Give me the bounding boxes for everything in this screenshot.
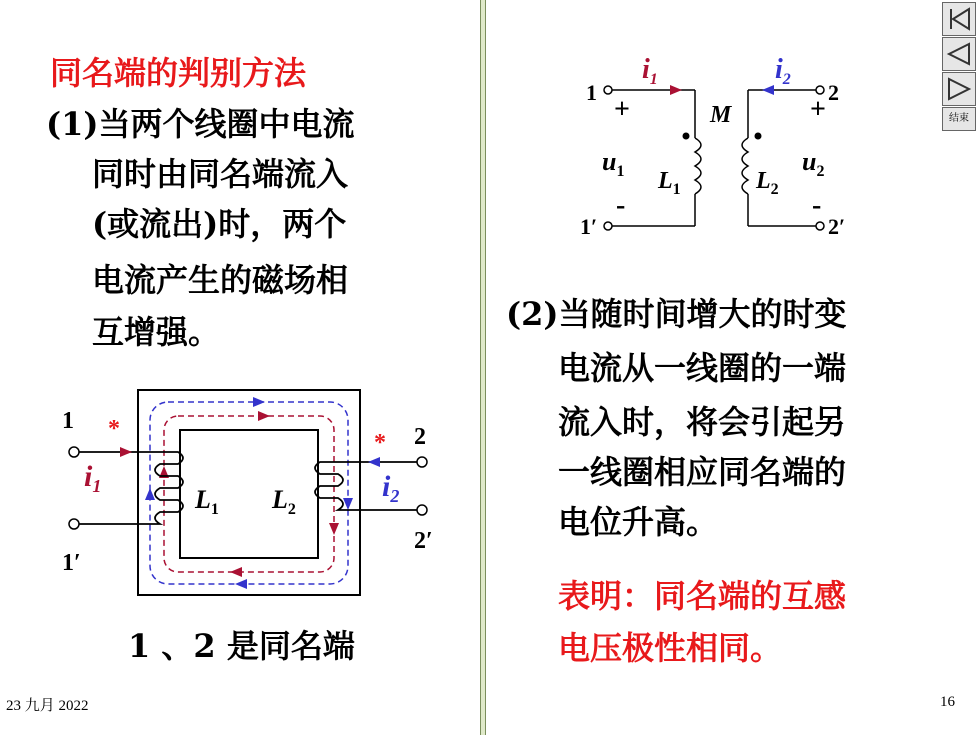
coil-L2 — [742, 138, 748, 194]
circuit-u1-label: $u_1$ — [602, 147, 625, 180]
terminal-2 — [417, 457, 427, 467]
plus-sign-1: + — [614, 94, 630, 125]
coil-L2 — [315, 462, 422, 510]
dot-mark-L2 — [755, 133, 762, 140]
terminal-1-prime — [69, 519, 79, 529]
footer-date: 23 九月 2022 — [6, 698, 89, 714]
circuit-L2-label: $L_2$ — [756, 168, 779, 198]
next-slide-button[interactable] — [942, 72, 976, 106]
terminal-2 — [816, 86, 824, 94]
flux-loop-red — [164, 416, 334, 572]
rule-1-line-5: 互增强。 — [92, 313, 221, 351]
rule-1-line-3: (或流出)时，两个 — [92, 205, 347, 243]
plus-sign-2: + — [810, 94, 826, 125]
flux-arrow-blue-right — [343, 498, 353, 510]
core-label-1: 1 — [62, 408, 74, 434]
diagram-caption: 1 、2 是同名端 — [128, 627, 355, 665]
flux-arrow-red-right — [329, 523, 339, 535]
star-mark-2: * — [374, 430, 386, 456]
core-i2-label: $i_2$ — [382, 470, 400, 506]
core-i1-label: $i_1$ — [84, 460, 102, 496]
flux-arrow-blue-bottom — [235, 579, 247, 589]
first-slide-button[interactable] — [942, 2, 976, 36]
core-L1-label: $L_1$ — [195, 485, 219, 518]
rule-2-line-4: 一线圈相应同名端的 — [558, 453, 847, 491]
circuit-terminal-1: 1 — [586, 80, 597, 105]
rule-2-line-1: (2)当随时间增大的时变 — [506, 295, 847, 333]
terminal-2-prime — [816, 222, 824, 230]
rule-2-line-2: 电流从一线圈的一端 — [558, 349, 847, 387]
conclusion-line-1: 表明：同名端的互感 — [558, 577, 847, 615]
circuit-i2-label: $i_2$ — [775, 54, 791, 88]
core-label-2-prime: 2′ — [414, 528, 433, 554]
dot-mark-L1 — [683, 133, 690, 140]
current-arrow-i1 — [670, 85, 682, 95]
minus-sign-2: - — [812, 190, 822, 221]
mutual-M-label: M — [710, 102, 732, 128]
current-arrow-i2 — [762, 85, 774, 95]
circuit-u2-label: $u_2$ — [802, 147, 825, 180]
core-L2-label: $L_2$ — [272, 485, 296, 518]
terminal-2-prime — [417, 505, 427, 515]
core-outer — [138, 390, 360, 595]
coil-L1 — [695, 138, 701, 194]
transformer-core-diagram — [60, 380, 450, 610]
slide-navigation — [942, 2, 976, 131]
circuit-terminal-2: 2 — [828, 80, 839, 105]
circuit-terminal-1-prime: 1′ — [580, 214, 598, 239]
flux-arrow-blue-top — [253, 397, 265, 407]
section-title: 同名端的判别方法 — [50, 54, 307, 92]
current-arrow-i1 — [120, 447, 132, 457]
flux-arrow-red-bottom — [230, 567, 242, 577]
skip-first-icon — [943, 3, 975, 35]
circuit-i1-label: $i_1$ — [642, 54, 658, 88]
page-number: 16 — [940, 694, 955, 710]
rule-1-line-4: 电流产生的磁场相 — [92, 261, 349, 299]
terminal-1-prime — [604, 222, 612, 230]
rule-1-line-2: 同时由同名端流入 — [92, 155, 349, 193]
terminal-1 — [604, 86, 612, 94]
conclusion-line-2: 电压极性相同。 — [558, 629, 783, 667]
flux-arrow-blue-left — [145, 488, 155, 500]
previous-slide-button[interactable] — [942, 37, 976, 71]
column-divider — [480, 0, 486, 735]
terminal-1 — [69, 447, 79, 457]
end-show-button[interactable]: 结束 — [942, 107, 976, 131]
minus-sign-1: - — [616, 190, 626, 221]
triangle-left-icon — [943, 38, 975, 70]
current-arrow-i2 — [368, 457, 380, 467]
triangle-right-icon — [943, 73, 975, 105]
core-label-2: 2 — [414, 424, 426, 450]
circuit-terminal-2-prime: 2′ — [828, 214, 846, 239]
star-mark-1: * — [108, 416, 120, 442]
circuit-L1-label: $L_1$ — [658, 168, 681, 198]
flux-arrow-red-top — [258, 411, 270, 421]
rule-2-line-3: 流入时，将会引起另 — [558, 403, 847, 441]
rule-2-line-5: 电位升高。 — [558, 503, 719, 541]
core-label-1-prime: 1′ — [62, 550, 81, 576]
rule-1-line-1: (1)当两个线圈中电流 — [46, 105, 355, 143]
coupled-coil-circuit — [570, 48, 860, 248]
